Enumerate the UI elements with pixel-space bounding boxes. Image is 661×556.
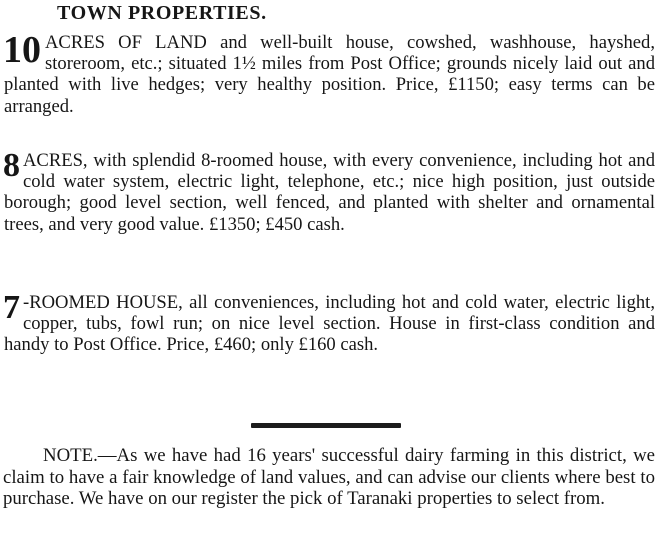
- agency-note: NOTE.—As we have had 16 years' successful dairy farming in this district, we claim to have a fair knowledge of land values, and can advise our clients where best to purchase. We have on our register the pick of Taranaki properties to select from.: [3, 445, 655, 510]
- property-listing: [3, 29, 655, 117]
- listing-number: 10: [3, 29, 41, 71]
- listing-description: ACRES OF LAND and well-built house, cowshed, washhouse, hayshed, storeroom, etc.; situated 1½ miles from Post Office; grounds nicely laid out and planted with live hedges; very healthy position. Price, £1150; easy terms can be arranged.: [4, 32, 655, 117]
- listing-number: 8: [3, 147, 20, 184]
- listing-description: ACRES, with splendid 8-roomed house, with every convenience, including hot and cold water system, electric light, telephone, etc.; nice high position, just outside borough; good level section, well fenced, and planted with shelter and ornamental trees, and very good value. £1350; £450 cash.: [4, 150, 655, 235]
- listing-description: -ROOMED HOUSE, all conveniences, including hot and cold water, electric light, copper, tubs, fowl run; on nice level section. House in first-class condition and handy to Post Office. Price, £460; only £160 cash.: [4, 292, 655, 356]
- section-heading: TOWN PROPERTIES.: [57, 2, 267, 24]
- listing-number: 7: [3, 289, 20, 326]
- property-listing: [3, 289, 655, 356]
- property-listing: [3, 147, 655, 235]
- divider-rule: [251, 423, 401, 428]
